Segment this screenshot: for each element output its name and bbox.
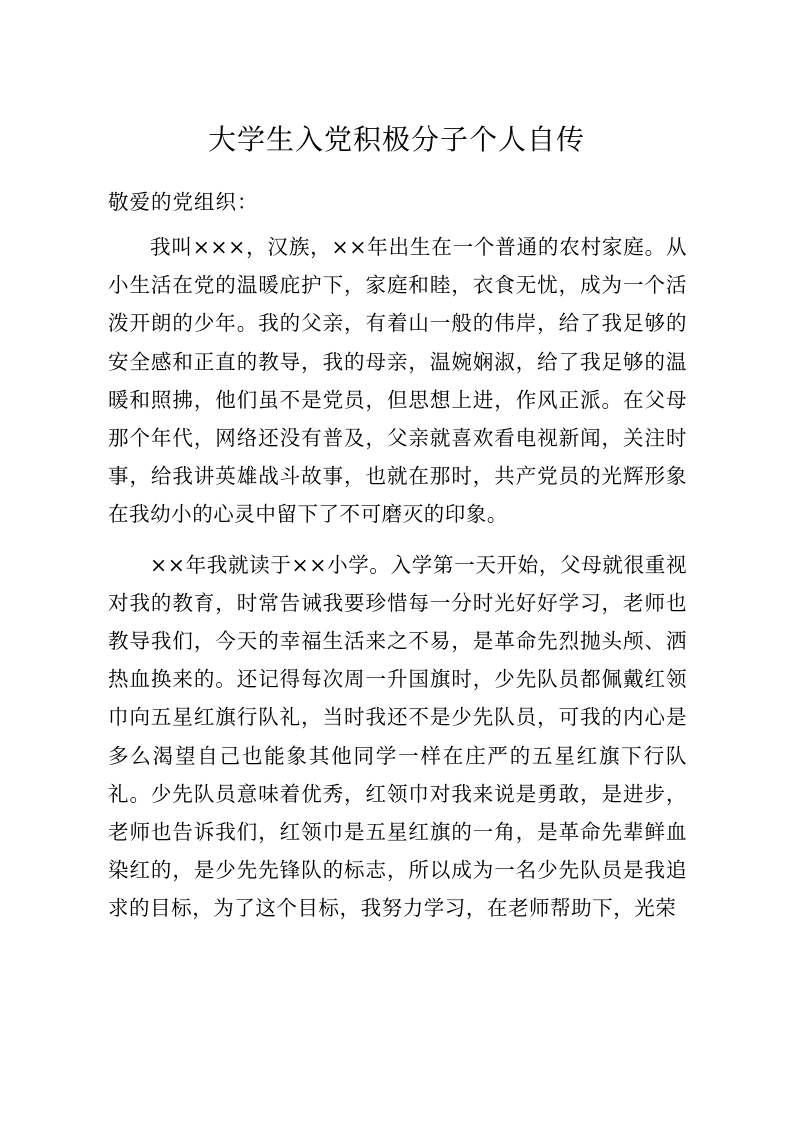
document-title: 大学生入党积极分子个人自传: [207, 123, 585, 156]
paragraph: 我叫×××，汉族，××年出生在一个普通的农村家庭。从小生活在党的温暖庇护下，家庭和睦，衣食无忧，成为一个活泼开朗的少年。我的父亲，有着山一般的伟岸，给了我足够的安全感和正直的教导，我的母亲，温婉娴淑，给了我足够的温暖和照拂，他们虽不是党员，但思想上进，作风正派。在父母那个年代，网络还没有普及，父亲就喜欢看电视新闻，关注时事，给我讲英雄战斗故事，也就在那时，共产党员的光辉形象在我幼小的心灵中留下了不可磨灭的印象。: [108, 235, 687, 527]
salutation: 敬爱的党组织：: [108, 190, 259, 214]
paragraph: ××年我就读于××小学。入学第一天开始，父母就很重视对我的教育，时常告诫我要珍惜每一分时光好好学习，老师也教导我们，今天的幸福生活来之不易，是革命先烈抛头颅、洒热血换来的。还记得每次周一升国旗时，少先队员都佩戴红领巾向五星红旗行队礼，当时我还不是少先队员，可我的内心是多么渴望自己也能象其他同学一样在庄严的五星红旗下行队礼。少先队员意味着优秀，红领巾对我来说是勇敢，是进步，老师也告诉我们，红领巾是五星红旗的一角，是革命先辈鲜血染红的，是少先先锋队的标志，所以成为一名少先队员是我追求的目标，为了这个目标，我努力学习，在老师帮助下，光荣: [108, 552, 687, 921]
document-body: [108, 228, 687, 940]
